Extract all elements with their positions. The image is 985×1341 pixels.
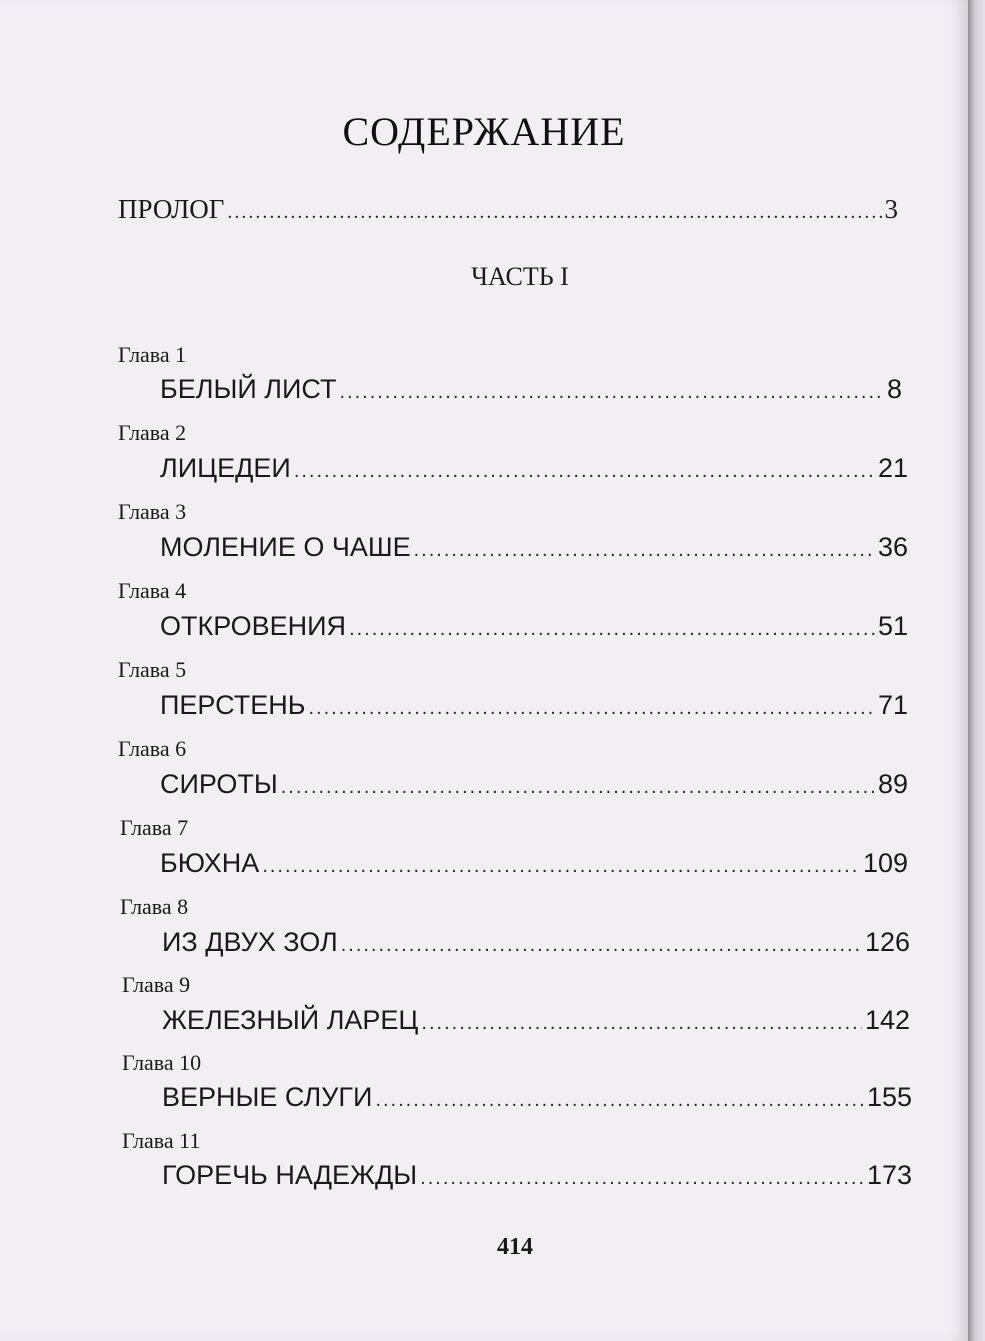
toc-entry-page: 21 bbox=[877, 453, 908, 483]
dot-leader bbox=[339, 375, 883, 409]
toc-entry bbox=[160, 767, 908, 801]
toc-entry-title: МОЛЕНИЕ О ЧАШЕ bbox=[160, 532, 411, 562]
toc-entry-title: ОТКРОВЕНИЯ bbox=[160, 611, 347, 641]
dot-leader bbox=[414, 533, 875, 567]
chapter-label: Глава 7 bbox=[120, 815, 189, 840]
dot-leader bbox=[281, 770, 875, 804]
toc-entry-page: 3 bbox=[884, 194, 898, 224]
toc-entry-title: ПЕРСТЕНЬ bbox=[160, 690, 306, 720]
toc-entry-title: ЖЕЛЕЗНЫЙ ЛАРЕЦ bbox=[162, 1005, 419, 1035]
chapter-label: Глава 2 bbox=[118, 420, 187, 445]
chapter-label: Глава 8 bbox=[120, 894, 189, 919]
toc-entry-page: 71 bbox=[877, 690, 908, 720]
toc-entry-title: СИРОТЫ bbox=[160, 769, 278, 799]
toc-entry-page: 89 bbox=[877, 769, 908, 799]
chapter-label: Глава 3 bbox=[118, 499, 187, 524]
toc-entry bbox=[162, 1158, 912, 1192]
dot-leader bbox=[349, 612, 875, 646]
toc-entry bbox=[160, 530, 908, 564]
dot-leader bbox=[341, 928, 862, 962]
toc-entry-title: БЮХНА bbox=[160, 848, 260, 878]
chapter-label: Глава 6 bbox=[118, 736, 187, 761]
chapter-label: Глава 1 bbox=[118, 342, 187, 367]
toc-entry bbox=[162, 1003, 910, 1037]
toc-entry-title: ВЕРНЫЕ СЛУГИ bbox=[162, 1082, 373, 1112]
toc-entry-title: ЛИЦЕДЕИ bbox=[160, 453, 291, 483]
toc-entry bbox=[160, 688, 908, 722]
toc-entry-title: ПРОЛОГ bbox=[118, 194, 225, 224]
chapter-label: Глава 9 bbox=[122, 972, 191, 997]
dot-leader bbox=[294, 454, 875, 488]
book-gutter-shadow bbox=[968, 0, 985, 1341]
dot-leader bbox=[308, 691, 875, 725]
dot-leader bbox=[375, 1083, 864, 1117]
toc-entry-page: 155 bbox=[866, 1082, 912, 1112]
toc-entry-page: 8 bbox=[886, 374, 902, 404]
toc-entry-page: 36 bbox=[877, 532, 908, 562]
toc-entry bbox=[160, 846, 908, 880]
toc-entry-page: 109 bbox=[862, 848, 908, 878]
chapter-label: Глава 11 bbox=[122, 1128, 201, 1153]
toc-entry-page: 126 bbox=[864, 927, 910, 957]
page-number: 414 bbox=[497, 1234, 533, 1260]
chapter-label: Глава 4 bbox=[118, 578, 187, 603]
toc-entry-title: ГОРЕЧЬ НАДЕЖДЫ bbox=[162, 1160, 418, 1190]
toc-entry bbox=[160, 609, 908, 643]
dot-leader bbox=[262, 849, 860, 883]
toc-entry bbox=[162, 1080, 912, 1114]
toc-entry bbox=[160, 372, 902, 406]
chapter-label: Глава 10 bbox=[122, 1050, 202, 1075]
dot-leader bbox=[420, 1161, 864, 1195]
page-title: СОДЕРЖАНИЕ bbox=[342, 109, 626, 154]
chapter-label: Глава 5 bbox=[118, 657, 187, 682]
part-heading: ЧАСТЬ I bbox=[471, 262, 569, 291]
toc-entry-title: ИЗ ДВУХ ЗОЛ bbox=[162, 927, 338, 957]
dot-leader bbox=[421, 1006, 862, 1040]
dot-leader bbox=[227, 195, 881, 229]
toc-entry-page: 173 bbox=[866, 1160, 912, 1190]
toc-entry-page: 51 bbox=[877, 611, 908, 641]
toc-entry-title: БЕЛЫЙ ЛИСТ bbox=[160, 374, 337, 404]
toc-entry bbox=[160, 451, 908, 485]
toc-entry-page: 142 bbox=[864, 1005, 910, 1035]
toc-entry bbox=[162, 925, 910, 959]
toc-entry-prolog bbox=[118, 192, 898, 226]
